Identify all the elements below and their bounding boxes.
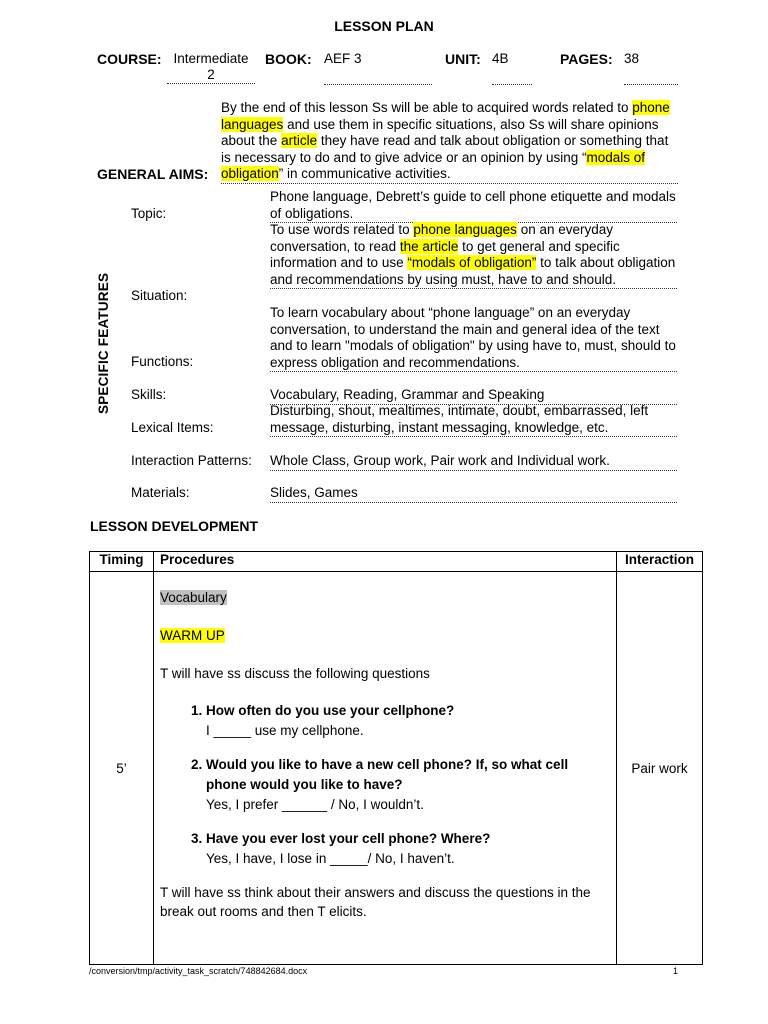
aims-highlight-article: article xyxy=(281,133,318,148)
table-row xyxy=(90,572,703,965)
procedure-closing: T will have ss think about their answers and discuss the questions in the break out rooms and then T elicits. xyxy=(160,885,591,919)
aims-highlight-phone-languages: phone languages xyxy=(221,100,670,132)
page-number: 1 xyxy=(673,966,679,976)
course-value xyxy=(167,51,255,84)
aims-text-4: ” in communicative activities. xyxy=(278,166,451,181)
functions-label: Functions: xyxy=(131,354,194,369)
skills-label: Skills: xyxy=(131,387,167,402)
situation-label: Situation: xyxy=(131,288,188,303)
col-interaction: Interaction xyxy=(617,552,703,572)
question-2: Would you like to have a new cell phone? If, so what cell phone would you like to have? xyxy=(206,757,569,792)
situation-text-1: To use words related to xyxy=(270,222,414,237)
general-aims-label: GENERAL AIMS: xyxy=(97,166,209,182)
unit-label: UNIT: xyxy=(445,51,481,67)
aims-text-2: and use them in specific situations, also Ss will share opinions about the xyxy=(221,116,659,148)
interaction-patterns-value: Whole Class, Group work, Pair work and Individual work. xyxy=(270,453,677,471)
situation-text-2: on an everyday conversation, to read xyxy=(270,222,613,254)
aims-text-1: By the end of this lesson Ss will be able to acquired words related to xyxy=(221,100,633,115)
warm-up-label: WARM UP xyxy=(160,628,225,643)
table-header-row xyxy=(90,552,703,572)
situation-highlight-phone-languages: phone languages xyxy=(413,222,517,237)
situation-highlight-article: the article xyxy=(399,238,459,254)
question-3: Have you ever lost your cell phone? Where? xyxy=(206,831,491,846)
situation-value xyxy=(270,222,677,289)
interaction-patterns-label: Interaction Patterns: xyxy=(131,453,252,468)
footer-file-path: /conversion/tmp/activity_task_scratch/748842684.docx xyxy=(89,966,308,976)
answer-1: I _____ use my cellphone. xyxy=(206,723,364,738)
aims-highlight-modals: modals of obligation xyxy=(221,149,646,181)
course-label: COURSE: xyxy=(97,51,162,67)
book-value-text: AEF 3 xyxy=(324,51,362,66)
question-1: How often do you use your cellphone? xyxy=(206,703,455,718)
materials-label: Materials: xyxy=(131,485,190,500)
functions-value: To learn vocabulary about “phone language” on an everyday conversation, to understand the main and general idea of the text and to learn "modals of obligation" by using have to, must, should to express obligation and recommendations. xyxy=(270,305,677,372)
topic-label: Topic: xyxy=(131,206,167,221)
aims-text-3: they have read and talk about obligation or something that is necessary to do and to give advice or an opinion by using “ xyxy=(221,133,669,165)
pages-value xyxy=(624,51,678,85)
page-title: LESSON PLAN xyxy=(334,18,434,34)
skills-value: Vocabulary, Reading, Grammar and Speaking xyxy=(270,387,677,405)
answer-3: Yes, I have, I lose in _____/ No, I haven’t. xyxy=(206,851,455,866)
specific-features-label: SPECIFIC FEATURES xyxy=(96,272,111,414)
answer-2: Yes, I prefer ______ / No, I wouldn’t. xyxy=(206,797,424,812)
vocabulary-section-label: Vocabulary xyxy=(160,590,227,605)
lesson-development-table xyxy=(89,551,703,965)
procedure-intro: T will have ss discuss the following questions xyxy=(160,666,430,681)
situation-text-3: to get general and specific information and to use xyxy=(270,238,620,270)
situation-highlight-modals: “modals of obligation” xyxy=(407,255,537,270)
situation-text-4: to talk about obligation and recommendations by using must, have to and should. xyxy=(270,255,676,287)
pages-value-text: 38 xyxy=(624,51,640,66)
unit-value-text: 4B xyxy=(492,51,509,66)
general-aims-text xyxy=(221,100,678,184)
book-label: BOOK: xyxy=(265,51,312,67)
course-value-line1: Intermediate xyxy=(173,51,249,66)
book-value xyxy=(324,51,432,85)
lexical-items-label: Lexical Items: xyxy=(131,420,214,435)
materials-value: Slides, Games xyxy=(270,485,677,503)
topic-value: Phone language, Debrett’s guide to cell phone etiquette and modals of obligations. xyxy=(270,189,677,223)
col-timing: Timing xyxy=(90,552,154,572)
lesson-development-heading: LESSON DEVELOPMENT xyxy=(90,518,259,534)
list-item xyxy=(206,829,610,869)
procedures-cell xyxy=(154,572,617,965)
question-list xyxy=(160,701,610,869)
interaction-cell: Pair work xyxy=(617,572,703,965)
list-item xyxy=(206,701,610,741)
timing-cell: 5’ xyxy=(90,572,154,965)
pages-label: PAGES: xyxy=(560,51,613,67)
col-procedures: Procedures xyxy=(154,552,617,572)
course-value-line2: 2 xyxy=(207,67,215,82)
lexical-items-value: Disturbing, shout, mealtimes, intimate, doubt, embarrassed, left message, disturbing, instant messaging, knowledge, etc. xyxy=(270,403,677,437)
unit-value xyxy=(492,51,532,85)
list-item xyxy=(206,755,610,815)
